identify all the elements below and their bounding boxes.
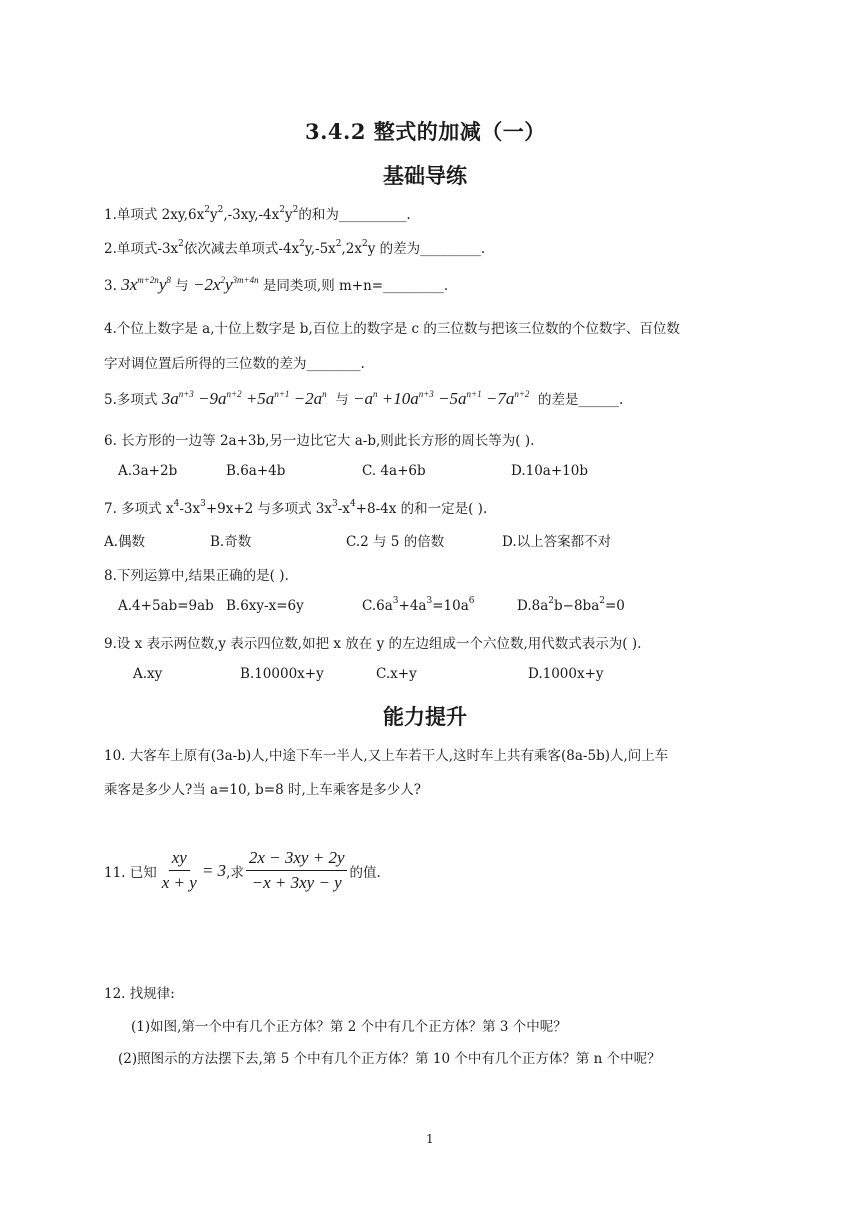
question-12-part-1: (1)如图,第一个中有几个正方体？第 2 个中有几个正方体？第 3 个中呢？ (131, 1019, 567, 1035)
fraction-expression: $\frac{2x - 3xy + 2y}{-x + 3xy - y}$ (246, 848, 348, 893)
question-4-line-1: 4.个位上数字是 a,十位上数字是 b,百位上的数字是 c 的三位数与把该三位数的个位数字、百位数 (104, 321, 680, 337)
q6-option-a: A.3a+2b (118, 463, 178, 479)
q8-option-b: B.6xy-x=6y (226, 598, 304, 614)
page-number: 1 (426, 1132, 434, 1146)
question-5: 5.多项式 $3a^{n+3} -9a^{n+2} +5a^{n+1} -2a^n$ 与 $-a^n +10a^{n+3} -5a^{n+1} -7a^{n+2}$ 的差是______. (104, 389, 624, 408)
q7-option-c: C.2 与 5 的倍数 (346, 534, 445, 550)
fraction-xy: $\frac{xy}{x + y}$ (161, 848, 197, 892)
question-3: 3. $3x^{m+2n}y^8$ 与 $-2x^2y^{3m+4n}$ 是同类项,则 m+n=_________. (104, 275, 449, 294)
q8-option-c: $C.6a^3+4a^3=10a^6$ (362, 596, 475, 614)
q6-option-c: C. 4a+6b (362, 463, 426, 479)
question-10-line-2: 乘客是多少人?当 a=10, b=8 时,上车乘客是多少人? (104, 782, 422, 798)
q6-option-b: B.6a+4b (226, 463, 286, 479)
question-6: 6. 长方形的一边等 2a+3b,另一边比它大 a-b,则此长方形的周长等为( ). (104, 433, 535, 449)
question-1: 1.单项式 $2xy,6x^2y^2,-3xy,-4x^2y^2$的和为__________. (104, 205, 411, 223)
question-12-part-2: (2)照图示的方法摆下去,第 5 个中有几个正方体？第 10 个中有几个正方体？第 n 个中呢？ (118, 1051, 661, 1067)
question-7: 7. 多项式 $x^4-3x^3+9x+2$ 与多项式 $3x^3-x^4+8-4x$ 的和一定是( ). (104, 499, 488, 517)
q6-option-d: D.10a+10b (511, 463, 588, 479)
q7-option-a: A.偶数 (104, 534, 146, 550)
section-heading-advanced: 能力提升 (383, 705, 467, 729)
question-10-line-1: 10. 大客车上原有(3a-b)人,中途下车一半人,又上车若干人,这时车上共有乘客(8a-5b)人,问上车 (104, 748, 669, 764)
q9-option-b: B.10000x+y (240, 666, 324, 682)
q9-option-d: D.1000x+y (528, 666, 604, 682)
section-heading-basic: 基础导练 (383, 164, 467, 188)
q9-option-c: C.x+y (376, 666, 417, 682)
q8-option-d: $D.8a^2b-8ba^2=0$ (517, 596, 625, 614)
q7-option-b: B.奇数 (210, 534, 252, 550)
question-4-line-2: 字对调位置后所得的三位数的差为________. (104, 356, 365, 372)
page-title: 3.4.2 整式的加减（一） (305, 119, 546, 144)
q8-option-a: A.4+5ab=9ab (118, 598, 214, 614)
q7-option-d: D.以上答案都不对 (502, 534, 612, 550)
question-12: 12. 找规律: (104, 986, 175, 1002)
question-8: 8.下列运算中,结果正确的是( ). (104, 568, 289, 584)
question-2: 2.单项式$-3x^2$依次减去单项式$-4x^2y,-5x^2,2x^2y$ 的差为_________. (104, 239, 486, 257)
q9-option-a: A.xy (133, 666, 163, 682)
question-9: 9.设 x 表示两位数,y 表示四位数,如把 x 放在 y 的左边组成一个六位数,用代数式表示为( ). (104, 636, 642, 652)
question-11: 11. 已知 $\frac{xy}{x + y}$ = 3 ,求 $\frac{2x - 3xy + 2y}{-x + 3xy - y}$ 的值. (104, 848, 381, 892)
